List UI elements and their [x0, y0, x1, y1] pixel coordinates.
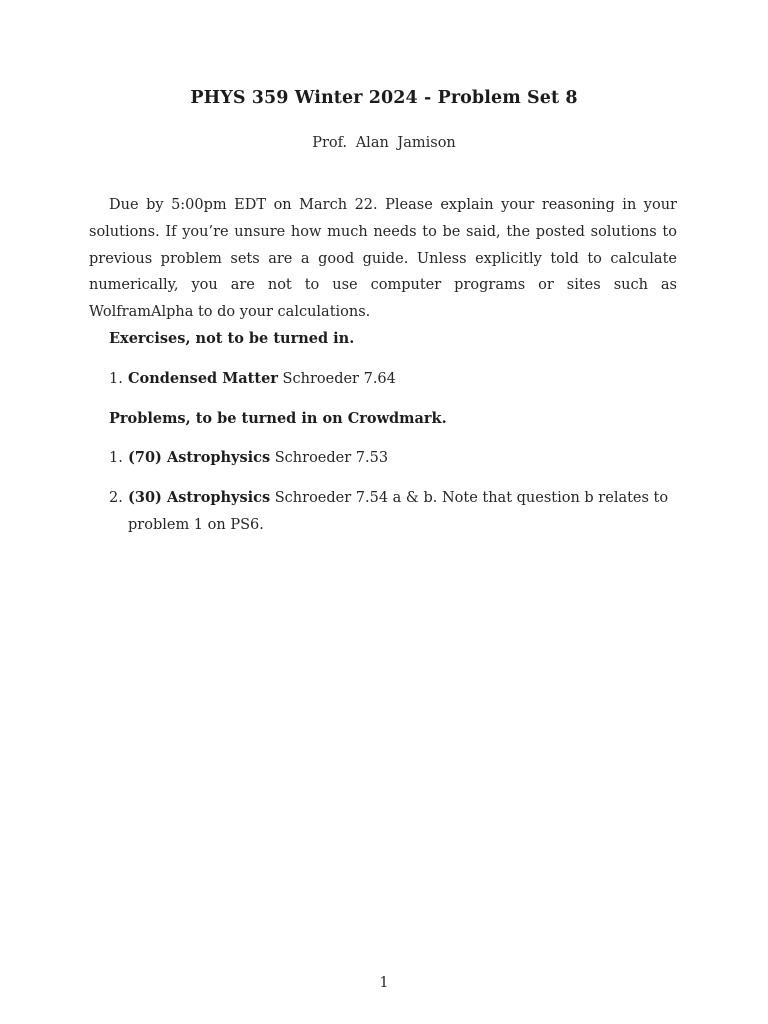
item-number: 1. [109, 370, 123, 387]
item-topic: Condensed Matter [128, 369, 278, 387]
item-text: Schroeder 7.54 a & b. Note that question b relates to problem 1 on PS6. [128, 490, 669, 533]
list-item [89, 366, 677, 393]
author-line: Prof. Alan Jamison [312, 135, 456, 151]
item-topic: (30) Astrophysics [128, 489, 271, 507]
item-topic: (70) Astrophysics [128, 449, 271, 467]
list-item [89, 445, 677, 472]
item-text: Schroeder 7.64 [277, 370, 396, 387]
page-number: 1 [379, 975, 389, 991]
problems-list [89, 445, 677, 538]
intro-paragraph: Due by 5:00pm EDT on March 22. Please explain your reasoning in your solutions. If you’re unsure how much needs to be said, the posted solutions to previous problem sets are a good guide. Unless explicitly told to calculate numerically, you are not to use computer programs or sites such as WolframAlpha to do your calculations. [89, 197, 677, 321]
document-body [89, 192, 677, 539]
exercises-heading: Exercises, not to be turned in. [109, 329, 355, 347]
item-text: Schroeder 7.53 [270, 450, 389, 467]
item-number: 1. [109, 450, 123, 467]
item-number: 2. [109, 490, 123, 507]
problems-heading: Problems, to be turned in on Crowdmark. [109, 409, 447, 427]
exercises-list [89, 366, 677, 393]
list-item [89, 485, 677, 539]
document-title: PHYS 359 Winter 2024 - Problem Set 8 [190, 88, 578, 108]
